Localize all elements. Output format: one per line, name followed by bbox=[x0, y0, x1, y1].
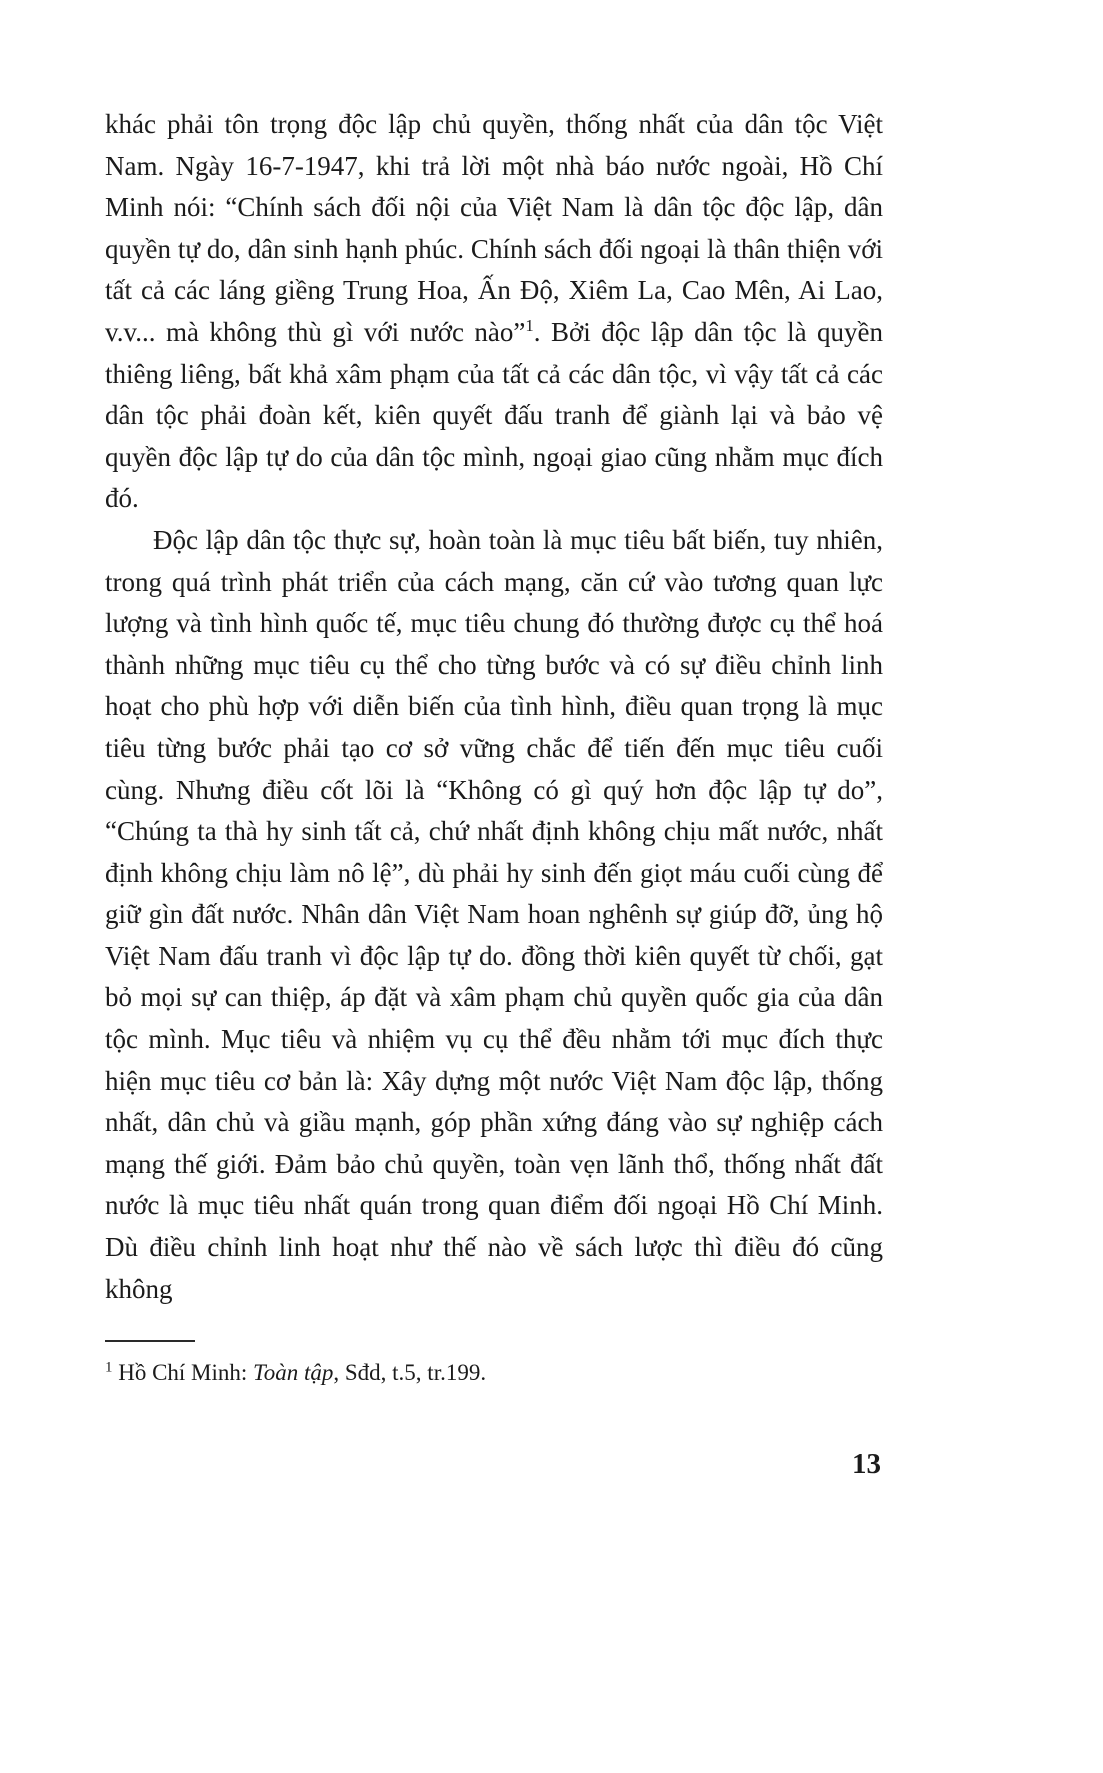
footnote-marker: 1 bbox=[105, 1359, 113, 1376]
paragraph-continuation bbox=[105, 104, 883, 520]
footnote-reference: 1 bbox=[525, 315, 534, 335]
footnote bbox=[105, 1358, 883, 1388]
paragraph: Độc lập dân tộc thực sự, hoàn toàn là mục tiêu bất biến, tuy nhiên, trong quá trình phát triển của cách mạng, căn cứ vào tương quan lực lượng và tình hình quốc tế, mục tiêu chung đó thường được cụ thể hoá thành những mục tiêu cụ thể cho từng bước và có sự điều chỉnh linh hoạt cho phù hợp với diễn biến của tình hình, điều quan trọng là mục tiêu từng bước phải tạo cơ sở vững chắc để tiến đến mục tiêu cuối cùng. Nhưng điều cốt lõi là “Không có gì quý hơn độc lập tự do”, “Chúng ta thà hy sinh tất cả, chứ nhất định không chịu mất nước, nhất định không chịu làm nô lệ”, dù phải hy sinh đến giọt máu cuối cùng để giữ gìn đất nước. Nhân dân Việt Nam hoan nghênh sự giúp đỡ, ủng hộ Việt Nam đấu tranh vì độc lập tự do. đồng thời kiên quyết từ chối, gạt bỏ mọi sự can thiệp, áp đặt và xâm phạm chủ quyền quốc gia của dân tộc mình. Mục tiêu và nhiệm vụ cụ thể đều nhằm tới mục đích thực hiện mục tiêu cơ bản là: Xây dựng một nước Việt Nam độc lập, thống nhất, dân chủ và giầu mạnh, góp phần xứng đáng vào sự nghiệp cách mạng thế giới. Đảm bảo chủ quyền, toàn vẹn lãnh thổ, thống nhất đất nước là mục tiêu nhất quán trong quan điểm đối ngoại Hồ Chí Minh. Dù điều chỉnh linh hoạt như thế nào về sách lược thì điều đó cũng không bbox=[105, 524, 883, 1304]
footnote-separator-rule bbox=[105, 1340, 195, 1342]
footnote-author: Hồ Chí Minh: bbox=[118, 1360, 254, 1386]
footnote-citation: , Sđd, t.5, tr.199. bbox=[333, 1360, 487, 1386]
footnote-title: Toàn tập bbox=[253, 1360, 334, 1386]
body-text-block bbox=[105, 104, 883, 1388]
paragraph-text: khác phải tôn trọng độc lập chủ quyền, thống nhất của dân tộc Việt Nam. Ngày 16-7-1947, khi trả lời một nhà báo nước ngoài, Hồ Chí Minh nói: “Chính sách đối nội của Việt Nam là dân tộc độc lập, dân quyền tự do, dân sinh hạnh phúc. Chính sách đối ngoại là thân thiện với tất cả các láng giềng Trung Hoa, Ấn Độ, Xiêm La, Cao Mên, Ai Lao, v.v... mà không thù gì với nước nào” bbox=[105, 109, 883, 347]
page-number: 13 bbox=[852, 1448, 881, 1480]
paragraph-text: . Bởi độc lập dân tộc là quyền thiêng liêng, bất khả xâm phạm của tất cả các dân tộc, vì vậy tất cả các dân tộc phải đoàn kết, kiên quyết đấu tranh để giành lại và bảo vệ quyền độc lập tự do của dân tộc mình, ngoại giao cũng nhằm mục đích đó. bbox=[105, 316, 884, 514]
